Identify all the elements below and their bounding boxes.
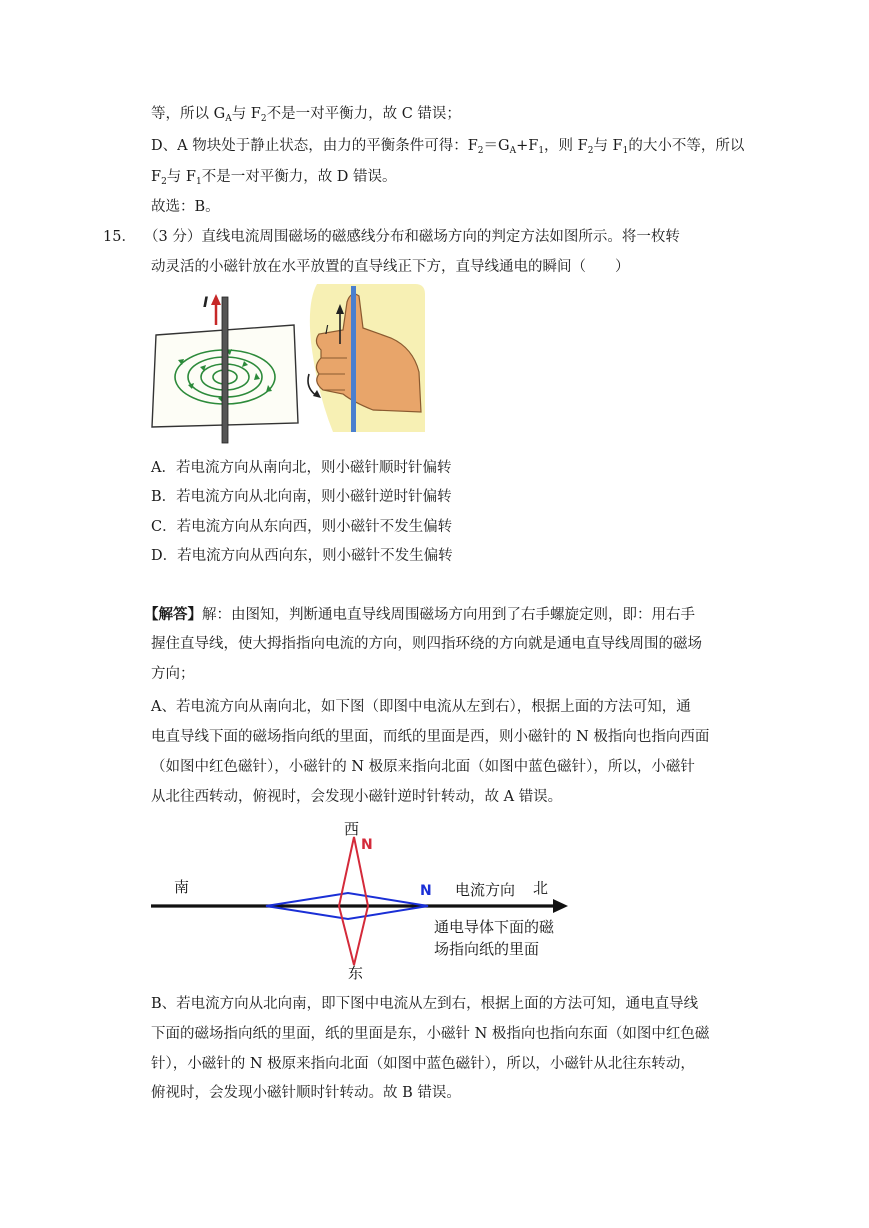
option-b: B．若电流方向从北向南，则小磁针逆时针偏转 xyxy=(151,489,452,505)
prev-line-2: D、A 物块处于静止状态，由力的平衡条件可得：$F_2=G_A+F_1$，则 $F_2$与 $F_1$的大小不等，所以 xyxy=(151,138,745,156)
solution-head: 【解答】 xyxy=(144,606,202,623)
question-line-2: 动灵活的小磁针放在水平放置的直导线正下方，直导线通电的瞬间（ ） xyxy=(151,259,630,275)
solution-line-3: 方向； xyxy=(151,666,195,682)
label-n-blue: N xyxy=(420,883,432,899)
option-a: A．若电流方向从南向北，则小磁针顺时针偏转 xyxy=(151,460,452,476)
solution-b-line-1: B、若电流方向从北向南，即下图中电流从左到右，根据上面的方法可知，通电直导线 xyxy=(151,996,699,1012)
solution-line-1: 【解答】解：由图知，判断通电直导线周围磁场方向用到了右手螺旋定则，即：用右手 xyxy=(144,606,695,623)
solution-a-line-4: 从北往西转动，俯视时，会发现小磁针逆时针转动，故 A 错误。 xyxy=(151,789,563,805)
option-d: D．若电流方向从西向东，则小磁针不发生偏转 xyxy=(151,548,453,564)
current-label: I xyxy=(203,295,209,311)
label-current-direction: 电流方向 xyxy=(455,881,516,899)
solution-a-line-2: 电直导线下面的磁场指向纸的里面，而纸的里面是西，则小磁针的 N 极指向也指向西面 xyxy=(151,729,710,745)
hand-current-label: I xyxy=(325,323,329,337)
label-n-red: N xyxy=(361,837,373,853)
solution-a-line-3: （如图中红色磁针），小磁针的 N 极原来指向北面（如图中蓝色磁针），所以，小磁针 xyxy=(151,759,695,775)
wire-field-figure xyxy=(148,285,303,445)
prev-answer: 故选：B。 xyxy=(151,199,220,215)
label-west: 西 xyxy=(344,820,360,838)
option-c: C．若电流方向从东向西，则小磁针不发生偏转 xyxy=(151,519,453,535)
label-south: 南 xyxy=(174,878,190,896)
note-line-2: 场指向纸的里面 xyxy=(434,940,540,958)
solution-line-2: 握住直导线，使大拇指指向电流的方向，则四指环绕的方向就是通电直导线周围的磁场 xyxy=(151,636,702,652)
solution-b-line-4: 俯视时，会发现小磁针顺时针转动。故 B 错误。 xyxy=(151,1085,461,1101)
solution-b-line-3: 针），小磁针的 N 极原来指向北面（如图中蓝色磁针），所以，小磁针从北往东转动， xyxy=(151,1056,695,1072)
current-arrow xyxy=(553,899,568,913)
solution-a-line-1: A、若电流方向从南向北，如下图（即图中电流从左到右），根据上面的方法可知，通 xyxy=(151,699,691,715)
prev-line-1: 等，所以 $G_A$与 $F_2$不是一对平衡力，故 C 错误； xyxy=(151,106,461,124)
solution-b-line-2: 下面的磁场指向纸的里面，纸的里面是东，小磁针 N 极指向也指向东面（如图中红色磁 xyxy=(151,1026,710,1042)
question-line-1: （3 分）直线电流周围磁场的磁感线分布和磁场方向的判定方法如图所示。将一枚转 xyxy=(144,229,680,245)
label-north: 北 xyxy=(533,879,549,897)
red-needle xyxy=(339,837,368,965)
note-line-1: 通电导体下面的磁 xyxy=(434,918,555,936)
prev-line-3: $F_2$与 $F_1$不是一对平衡力，故 D 错误。 xyxy=(151,169,397,187)
compass-diagram xyxy=(148,815,588,987)
label-east: 东 xyxy=(348,964,364,982)
right-hand-figure xyxy=(303,282,427,434)
question-number: 15． xyxy=(103,229,136,245)
